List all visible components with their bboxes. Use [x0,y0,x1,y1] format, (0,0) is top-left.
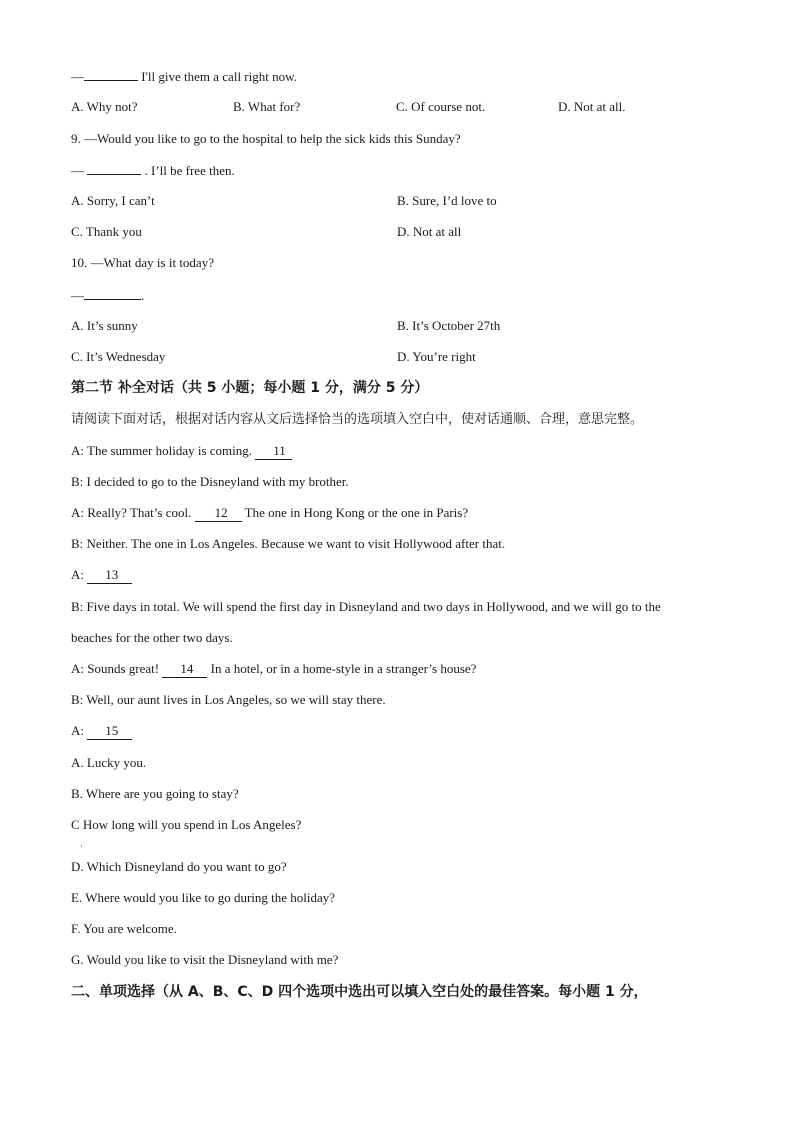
speaker-text: A: Really? That’s cool. [71,505,195,520]
speaker-text: A: The summer holiday is coming. [71,443,256,458]
q10-blank[interactable] [84,287,141,300]
q10-text: . [141,288,145,303]
q9-answer-line [71,162,235,179]
blank-11[interactable]: 11 [255,443,292,460]
q9-dash: — [71,163,88,178]
q10-answer-line [71,287,144,304]
q8-text: I'll give them a call right now. [138,69,297,84]
speaker-text: A: [71,723,88,738]
dialogue-line-9: B: Well, our aunt lives in Los Angeles, so we will stay there. [71,692,386,707]
dialogue-line-3 [71,505,468,522]
dialogue-line-1 [71,443,292,460]
section2-heading: 第二节 补全对话（共 5 小题；每小题 1 分，满分 5 分） [71,380,429,396]
speaker-text: A: [71,567,88,582]
q10-option-b[interactable]: B. It’s October 27th [397,318,501,333]
dialogue-line-5 [71,567,132,584]
blank-14[interactable]: 14 [162,661,207,678]
dialogue-line-7: beaches for the other two days. [71,630,233,645]
q8-answer-line [71,68,297,85]
dialogue-line-4: B: Neither. The one in Los Angeles. Because we want to visit Hollywood after that. [71,536,506,551]
q9-option-b[interactable]: B. Sure, I’d love to [397,193,497,208]
q10-option-d[interactable]: D. You’re right [397,349,476,364]
q8-option-a[interactable]: A. Why not? [71,99,138,114]
q8-option-b[interactable]: B. What for? [233,99,301,114]
q8-dash: — [71,69,84,84]
speaker-text-tail: In a hotel, or in a home-style in a stranger’s house? [207,661,477,676]
choice-d[interactable]: D. Which Disneyland do you want to go? [71,859,287,874]
q10-option-a[interactable]: A. It’s sunny [71,318,138,333]
q8-option-c[interactable]: C. Of course not. [396,99,486,114]
q10-option-c[interactable]: C. It’s Wednesday [71,349,166,364]
dialogue-line-10 [71,723,132,740]
blank-13[interactable]: 13 [87,567,132,584]
speaker-text-tail: The one in Hong Kong or the one in Paris? [241,505,469,520]
q8-blank[interactable] [84,68,138,81]
dialogue-line-8 [71,661,476,678]
q9-question: 9. —Would you like to go to the hospital to help the sick kids this Sunday? [71,131,461,146]
stray-dot: · [80,841,83,851]
q10-dash: — [71,288,84,303]
q9-option-a[interactable]: A. Sorry, I can’t [71,193,155,208]
q10-question: 10. —What day is it today? [71,255,214,270]
q9-blank[interactable] [87,162,141,175]
q8-option-d[interactable]: D. Not at all. [558,99,626,114]
choice-f[interactable]: F. You are welcome. [71,921,177,936]
dialogue-line-2: B: I decided to go to the Disneyland with my brother. [71,474,349,489]
choice-b[interactable]: B. Where are you going to stay? [71,786,239,801]
choice-e[interactable]: E. Where would you like to go during the holiday? [71,890,336,905]
section2-instruction: 请阅读下面对话，根据对话内容从文后选择恰当的选项填入空白中，使对话通顺、合理，意思完整。 [71,412,644,427]
q9-option-d[interactable]: D. Not at all [397,224,462,239]
dialogue-line-6: B: Five days in total. We will spend the first day in Disneyland and two days in Hollywood, and we will go to the [71,599,661,614]
blank-12[interactable]: 12 [195,505,242,522]
blank-15[interactable]: 15 [87,723,132,740]
q9-option-c[interactable]: C. Thank you [71,224,142,239]
part2-heading: 二、单项选择（从 A、B、C、D 四个选项中选出可以填入空白处的最佳答案。每小题 1 分， [71,984,648,1000]
choice-a[interactable]: A. Lucky you. [71,755,147,770]
choice-c[interactable]: C How long will you spend in Los Angeles? [71,817,302,832]
q9-text: . I’ll be free then. [141,163,235,178]
speaker-text: A: Sounds great! [71,661,163,676]
choice-g[interactable]: G. Would you like to visit the Disneyland with me? [71,952,339,967]
